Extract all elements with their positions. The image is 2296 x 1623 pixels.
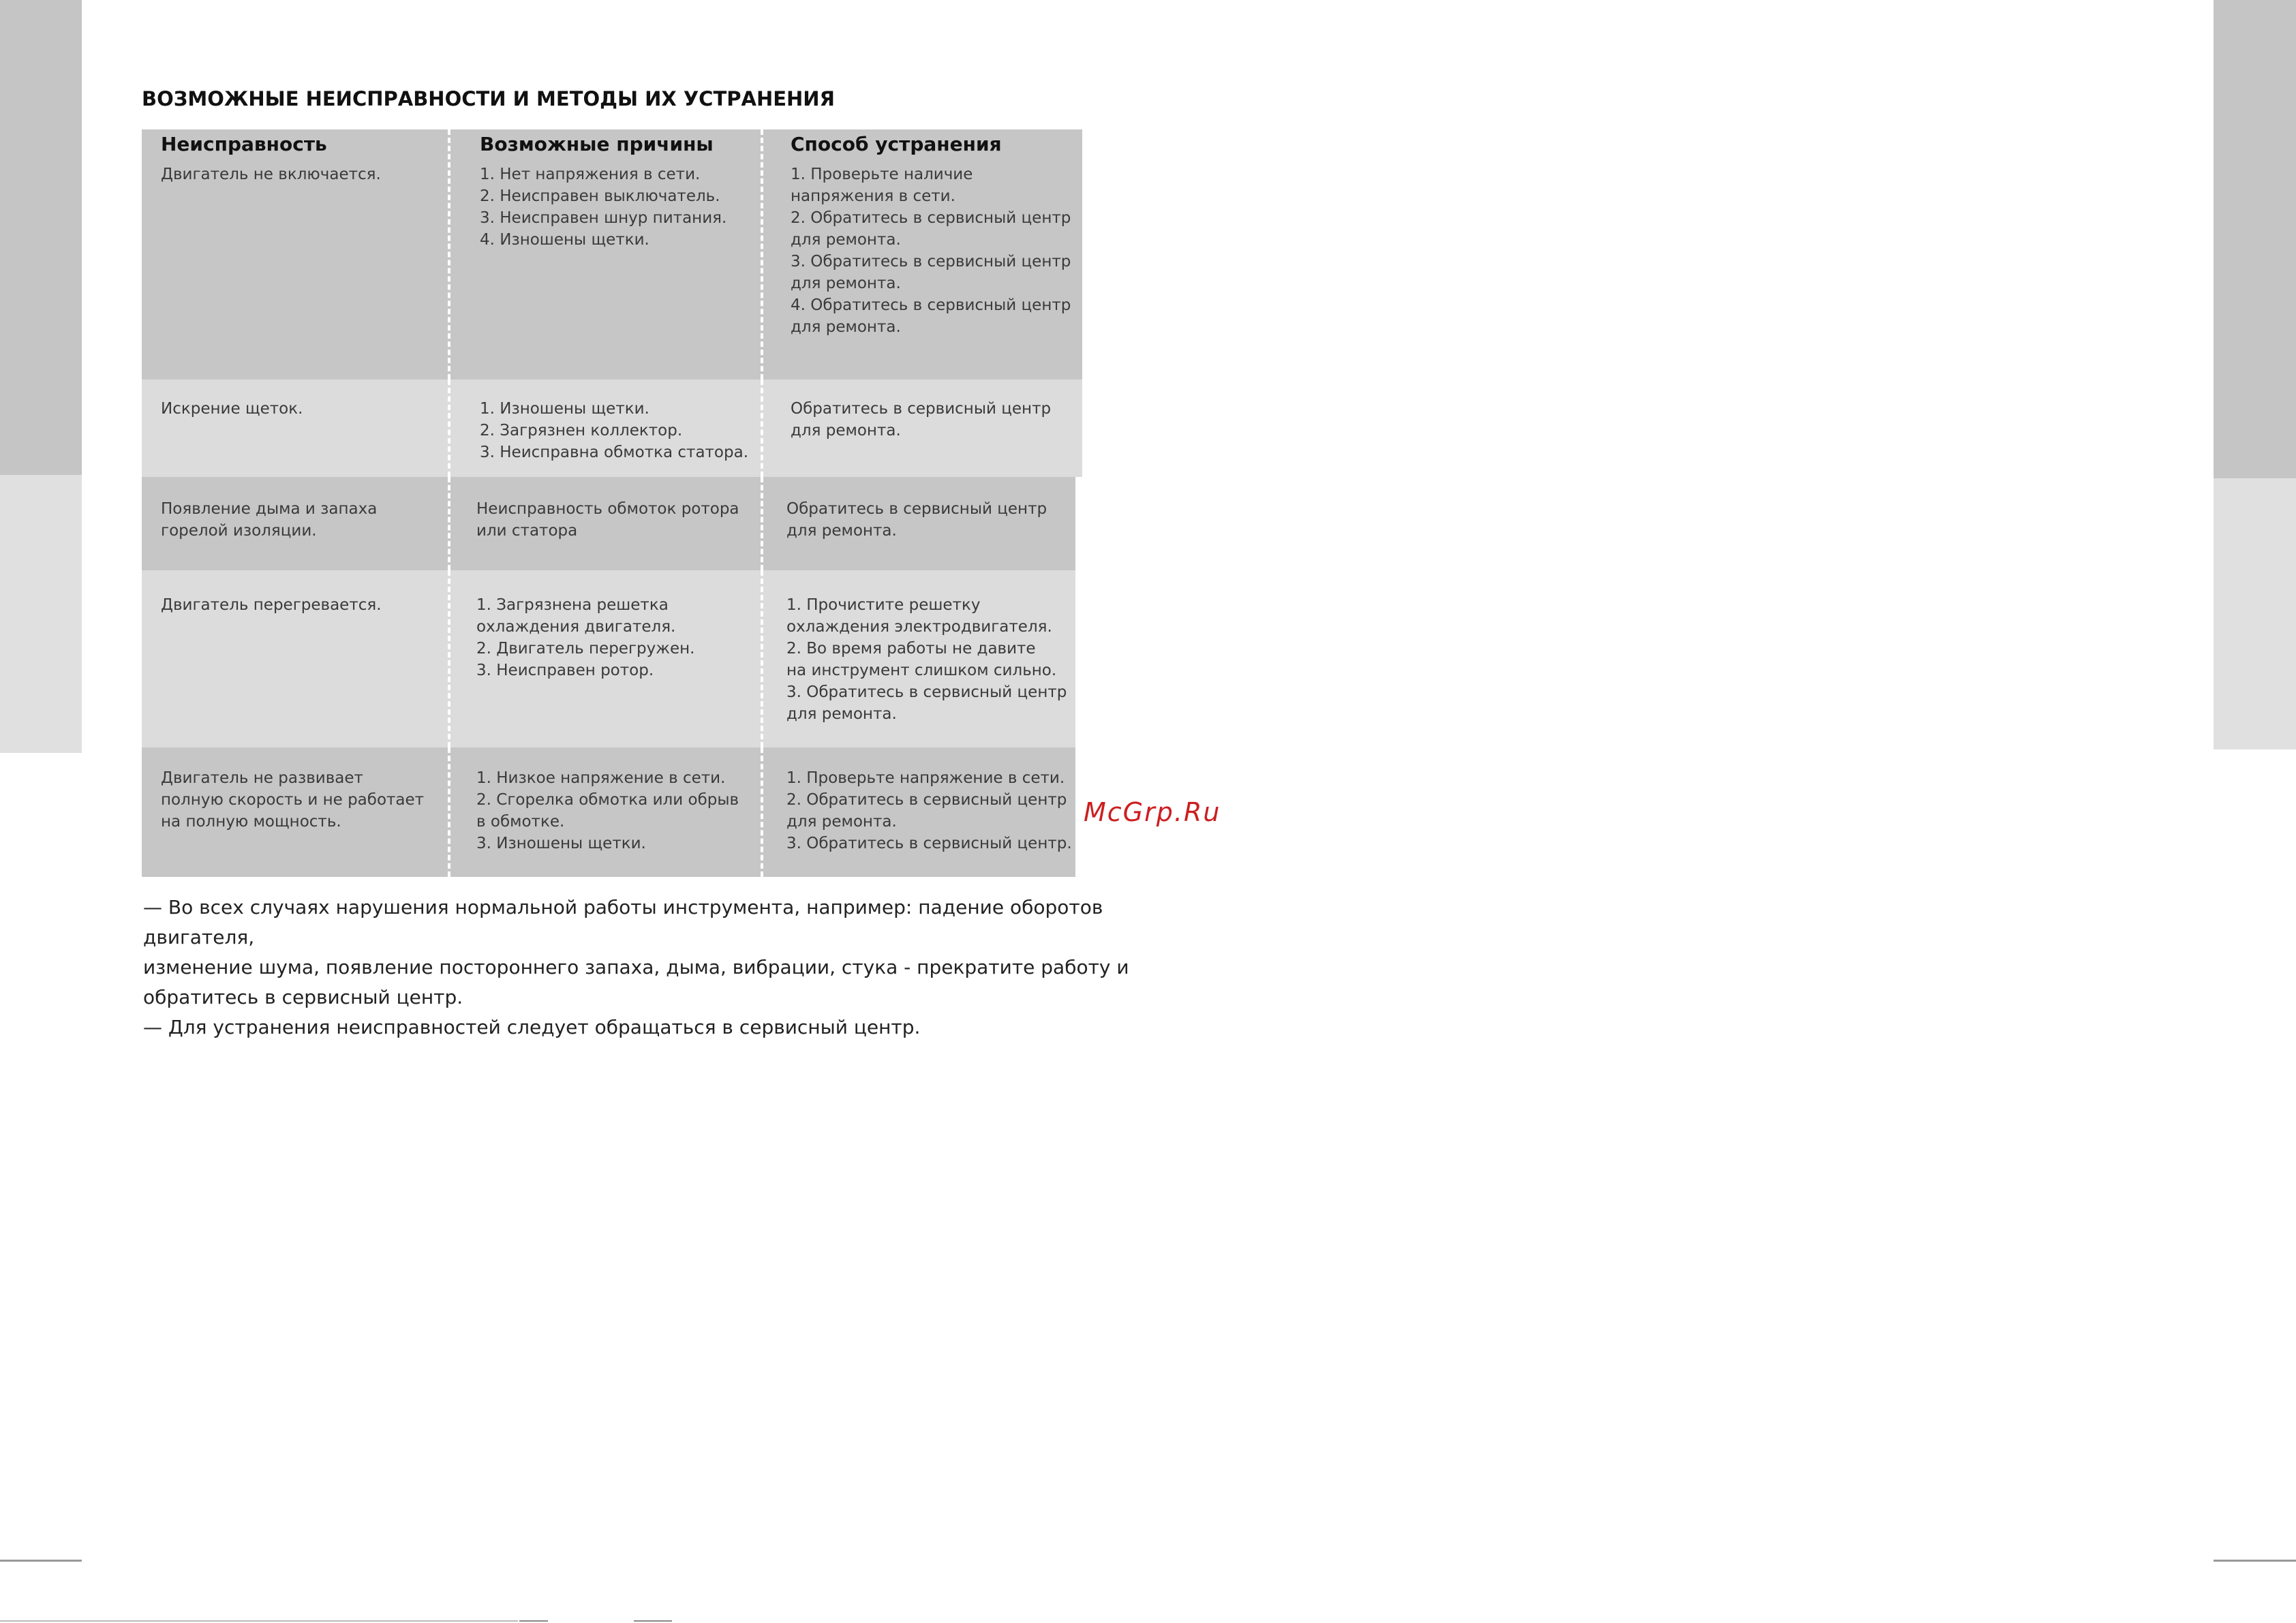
causes-cell — [448, 477, 761, 570]
bottom-rule — [0, 1620, 518, 1622]
remedy-text: 1. Прочистите решетку охлаждения электродвигателя. 2. Во время работы не давите на инструмент слишком сильно. 3. Обратитесь в сервисный центр для ремонта. — [786, 596, 1067, 723]
remedy-cell — [761, 747, 1075, 877]
fault-cell — [142, 129, 448, 380]
remedy-text: 1. Проверьте наличие напряжения в сети. 2. Обратитесь в сервисный центр для ремонта. 3. Обратитесь в сервисный центр для ремонта. 4. Обратитесь в сервисный центр для ремонта. — [791, 166, 1071, 336]
table-row — [142, 570, 1075, 747]
remedy-cell — [761, 380, 1082, 477]
table-row — [142, 380, 1082, 477]
remedy-cell — [761, 570, 1075, 747]
causes-text: 1. Загрязнена решетка охлаждения двигателя. 2. Двигатель перегружен. 3. Неисправен ротор. — [476, 596, 695, 679]
remedy-cell — [761, 477, 1075, 570]
causes-text: 1. Нет напряжения в сети. 2. Неисправен выключатель. 3. Неисправен шнур питания. 4. Изношены щетки. — [480, 166, 727, 249]
column-header-fault: Неисправность — [161, 133, 327, 155]
remedy-cell — [761, 129, 1082, 380]
fault-text: Двигатель не развивает полную скорость и не работает на полную мощность. — [161, 769, 425, 831]
causes-cell — [448, 129, 761, 380]
causes-text: Неисправность обмоток ротора или статора — [476, 500, 739, 540]
fault-text: Двигатель перегревается. — [161, 596, 382, 614]
note-paragraph: — Для устранения неисправностей следует обращаться в сервисный центр. — [143, 1016, 921, 1038]
causes-cell — [448, 570, 761, 747]
remedy-text: Обратитесь в сервисный центр для ремонта. — [786, 500, 1047, 540]
notes-section — [143, 893, 1165, 1042]
left-margin-block-dark — [0, 0, 82, 475]
table-row — [142, 477, 1075, 570]
note-paragraph: — Во всех случаях нарушения нормальной работы инструмента, например: падение оборотов двигателя, изменение шума, появление постороннего запаха, дыма, вибрации, стука - прекратите работу и обратитесь в сервисный центр. — [143, 896, 1129, 1008]
fault-cell — [142, 570, 448, 747]
watermark-link[interactable]: McGrp.Ru — [1084, 797, 1221, 827]
left-margin-block-light — [0, 475, 82, 753]
table-row — [142, 129, 1082, 380]
fault-text: Появление дыма и запаха горелой изоляции. — [161, 500, 378, 540]
bottom-rule-mark — [519, 1620, 548, 1622]
causes-cell — [448, 747, 761, 877]
causes-text: 1. Низкое напряжение в сети. 2. Сгорелка обмотка или обрыв в обмотке. 3. Изношены щетки. — [476, 769, 739, 852]
footer-rule-left — [0, 1560, 82, 1562]
right-margin-block-dark — [2214, 0, 2296, 478]
remedy-text: Обратитесь в сервисный центр для ремонта. — [791, 400, 1052, 439]
footer-rule-right — [2214, 1560, 2296, 1562]
fault-cell — [142, 747, 448, 877]
remedy-text: 1. Проверьте напряжение в сети. 2. Обратитесь в сервисный центр для ремонта. 3. Обратитесь в сервисный центр. — [786, 769, 1072, 852]
fault-text: Искрение щеток. — [161, 400, 303, 418]
causes-cell — [448, 380, 761, 477]
right-margin-block-light — [2214, 478, 2296, 749]
causes-text: 1. Изношены щетки. 2. Загрязнен коллектор. 3. Неисправна обмотка статора. — [480, 400, 749, 461]
column-header-remedy: Способ устранения — [791, 133, 1002, 155]
fault-cell — [142, 477, 448, 570]
page-title: ВОЗМОЖНЫЕ НЕИСПРАВНОСТИ И МЕТОДЫ ИХ УСТРАНЕНИЯ — [142, 87, 835, 110]
fault-cell — [142, 380, 448, 477]
column-header-causes: Возможные причины — [480, 133, 714, 155]
bottom-rule-mark — [634, 1620, 672, 1622]
fault-text: Двигатель не включается. — [161, 166, 381, 183]
table-row — [142, 747, 1075, 877]
